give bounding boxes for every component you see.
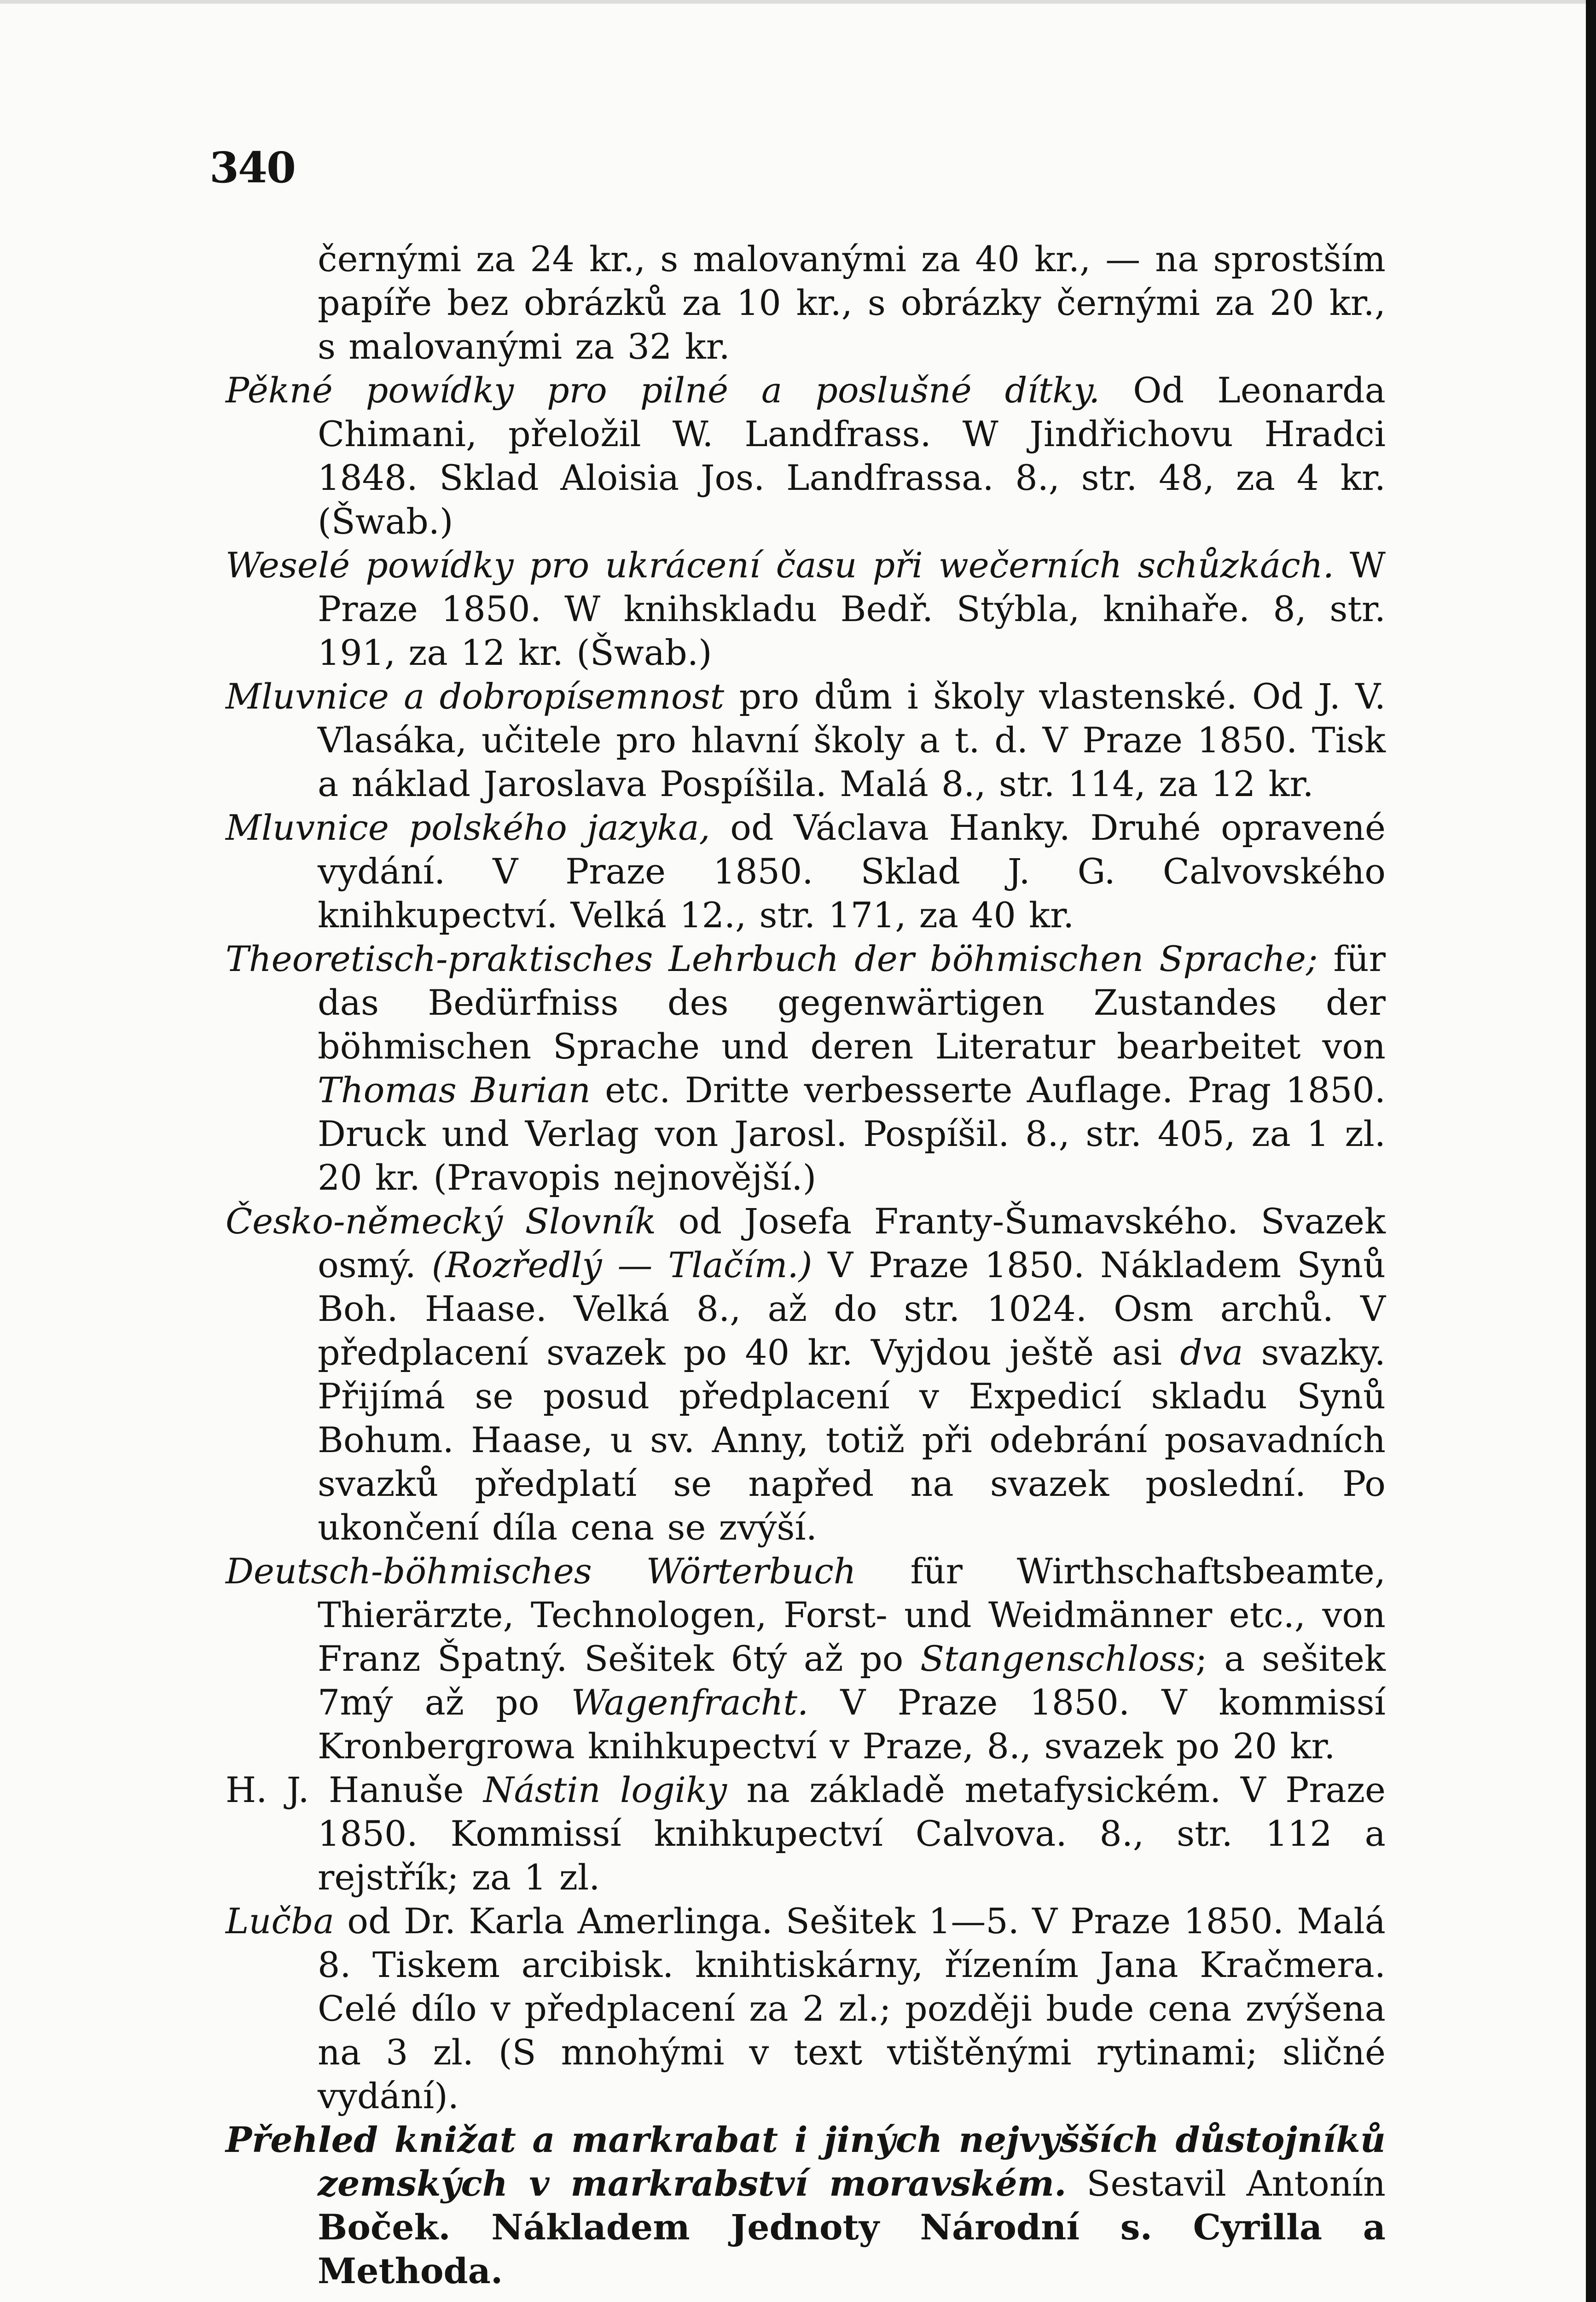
- entry-text: svazky. Přijímá se posud předplacení v Expedicí skladu Synů Bohum. Haase, u sv. Anny, totiž při odebrání posavadních svazků předplatí se napřed na svazek poslední. Po ukončení díla cena se zvýší.: [318, 1332, 1386, 1548]
- entry-text: od Václava Hanky. Druhé opravené vydání. V Praze 1850. Sklad J. G. Calvovského knihkupectví. Velká 12., str. 171, za 40 kr.: [318, 807, 1386, 936]
- entry-title: Česko-německý Slovník: [226, 1201, 656, 1242]
- list-item: [226, 237, 1386, 368]
- entry-text: für das Bedürfniss des gegenwärtigen Zustandes der böhmischen Sprache und deren Literatur bearbeitet von: [318, 938, 1386, 1067]
- list-item: [226, 937, 1386, 1199]
- list-item: [226, 543, 1386, 674]
- scan-edge-top: [0, 0, 1596, 4]
- list-item: [226, 368, 1386, 543]
- entry-word: Stangenschloss: [920, 1638, 1196, 1679]
- entry-text: černými za 24 kr., s malovanými za 40 kr., — na sprostším papíře bez obrázků za 10 kr., s obrázky černými za 20 kr., s malovanými za 32 kr.: [318, 238, 1386, 367]
- list-item: [226, 1899, 1386, 2118]
- entry-title: Nástin logiky: [483, 1769, 727, 1810]
- entry-title: Theoretisch-praktisches Lehrbuch der böhmischen Sprache;: [226, 938, 1318, 979]
- entry-text: etc. Dritte verbesserte Auflage. Prag 1850. Druck und Verlag von Jarosl. Pospíšil. 8., str. 405, za 1 zl. 20 kr. (Pravopis nejnovější.): [318, 1070, 1386, 1198]
- entry-text: ; a sešitek 7mý až po: [318, 1638, 1386, 1723]
- entry-title: Mluvnice polského jazyka,: [226, 807, 710, 848]
- entry-text-bold: Boček. Nákladem Jednoty Národní s. Cyrilla a Methoda.: [318, 2207, 1386, 2291]
- list-item: [226, 674, 1386, 806]
- entry-text: od Dr. Karla Amerlinga. Sešitek 1—5. V Praze 1850. Malá 8. Tiskem arcibisk. knihtiskárny, řízením Jana Kračmera. Celé dílo v předplacení za 2 zl.; později bude cena zvýšena na 3 zl. (S mnohými v text vtištěnými rytinami; sličné vydání).: [318, 1901, 1386, 2116]
- entry-title: Lučba: [226, 1901, 334, 1942]
- entry-author: H. J. Hanuše: [226, 1769, 464, 1810]
- entry-title: Pěkné powídky pro pilné a poslušné dítky.: [226, 370, 1100, 411]
- list-item: [226, 1549, 1386, 1768]
- scan-edge-right: [1586, 0, 1596, 2302]
- entry-word: Wagenfracht.: [571, 1682, 809, 1723]
- entry-text: pro dům i školy vlastenské. Od J. V. Vlasáka, učitele pro hlavní školy a t. d. V Praze 1850. Tisk a náklad Jaroslava Pospíšila. Malá 8., str. 114, za 12 kr.: [318, 676, 1386, 804]
- entry-text: für Wirthschaftsbeamte, Thierärzte, Technologen, Forst- und Weidmänner etc., von Franz Špatný. Sešitek 6tý až po: [318, 1551, 1386, 1679]
- list-item: [226, 1199, 1386, 1549]
- entry-text: V Praze 1850. V kommissí Kronbergrowa knihkupectví v Praze, 8., svazek po 20 kr.: [318, 1682, 1386, 1767]
- entry-text: od Josefa Franty-Šumavského. Svazek osmý.: [318, 1201, 1386, 1285]
- entry-text: V Praze 1850. Nákladem Synů Boh. Haase. Velká 8., až do str. 1024. Osm archů. V předplacení svazek po 40 kr. Vyjdou ještě asi: [318, 1244, 1386, 1373]
- entry-title: Weselé powídky pro ukrácení času při wečerních schůzkách.: [226, 545, 1334, 586]
- entry-text: W Praze 1850. W knihskladu Bedř. Stýbla, knihaře. 8, str. 191, za 12 kr. (Šwab.): [318, 545, 1386, 673]
- list-item: [226, 1768, 1386, 1899]
- entry-author: Thomas Burian: [318, 1070, 591, 1110]
- entry-text: Sestavil Antonín: [1086, 2163, 1386, 2204]
- entry-title: Deutsch-böhmisches Wörterbuch: [226, 1551, 856, 1592]
- entry-emphasis: dva: [1180, 1332, 1243, 1373]
- list-item: [226, 806, 1386, 937]
- list-item: [226, 2118, 1386, 2293]
- entry-title: Přehled knižat a markrabat i jiných nejvyšších důstojníků zemských v markrabství moravském.: [226, 2119, 1386, 2204]
- entry-title: Mluvnice a dobropísemnost: [226, 676, 725, 717]
- entry-text: Od Leonarda Chimani, přeložil W. Landfrass. W Jindřichovu Hradci 1848. Sklad Aloisia Jos. Landfrassa. 8., str. 48, za 4 kr. (Šwab.): [318, 370, 1386, 542]
- page-number: 340: [209, 143, 296, 192]
- entry-range: (Rozředlý — Tlačím.): [431, 1244, 813, 1285]
- bibliography-list: [226, 237, 1386, 2293]
- entry-text: na základě metafysickém. V Praze 1850. Kommissí knihkupectví Calvova. 8., str. 112 a rejstřík; za 1 zl.: [318, 1769, 1386, 1898]
